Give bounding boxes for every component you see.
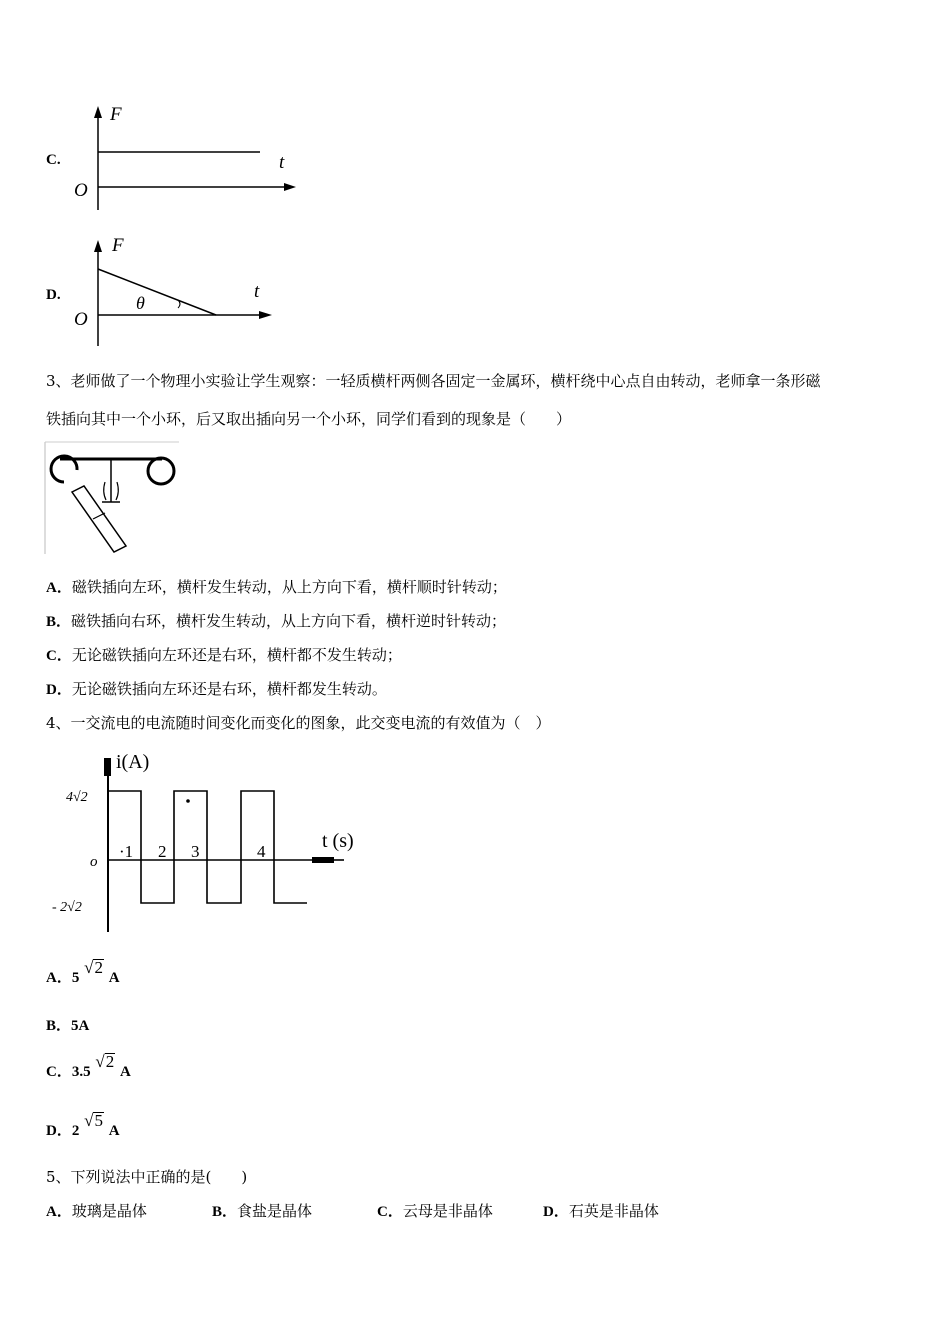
graph-c-origin-label: O bbox=[74, 180, 88, 201]
q5-option-c: C．云母是非晶体 bbox=[377, 1202, 493, 1220]
q4-current-time-graph bbox=[52, 748, 392, 938]
q4-option-c-sqrt: √2 bbox=[95, 1052, 115, 1071]
graph-d-angle-label: θ bbox=[136, 293, 145, 313]
graph-c-force-time bbox=[66, 100, 306, 218]
graph-d-y-label: F bbox=[112, 235, 124, 256]
q4-option-d-sqrt: √5 bbox=[84, 1111, 103, 1130]
q4-square-wave bbox=[108, 791, 307, 903]
q4-stem: 4、一交流电的电流随时间变化而变化的图象，此交变电流的有效值为（ ） bbox=[46, 714, 551, 732]
q5-option-a: A．玻璃是晶体 bbox=[46, 1202, 147, 1220]
q3-option-b: B．磁铁插向右环，横杆发生转动，从上方向下看，横杆逆时针转动； bbox=[46, 612, 507, 630]
q4-y-high-label: 4√2 bbox=[66, 790, 88, 805]
q4-option-a: A．5 √2 A bbox=[46, 958, 120, 986]
graph-d-y-arrow bbox=[94, 240, 102, 252]
option-c-label: C. bbox=[46, 152, 61, 168]
q3-option-a: A．磁铁插向左环，横杆发生转动，从上方向下看，横杆顺时针转动； bbox=[46, 578, 507, 596]
graph-d-force-time bbox=[66, 234, 286, 352]
graph-c-y-label: F bbox=[110, 104, 122, 125]
q4-x-tick-1: ·1 bbox=[119, 842, 134, 861]
q4-x-tick-3: 3 bbox=[191, 842, 200, 861]
q4-y-low-label: - 2√2 bbox=[52, 900, 82, 915]
q4-x-tick-4: 4 bbox=[257, 842, 266, 861]
q3-right-ring-closed bbox=[148, 458, 174, 484]
q4-y-arrow bbox=[104, 758, 111, 776]
graph-c-x-label: t bbox=[279, 152, 285, 173]
q5-option-b: B．食盐是晶体 bbox=[212, 1202, 313, 1220]
q3-option-d: D．无论磁铁插向左环还是右环，横杆都发生转动。 bbox=[46, 680, 387, 698]
graph-d-x-arrow bbox=[259, 311, 272, 319]
q5-stem: 5、下列说法中正确的是( ) bbox=[46, 1168, 248, 1186]
q4-x-arrow bbox=[312, 857, 334, 863]
q4-x-axis-label: t (s) bbox=[322, 830, 354, 852]
q4-origin-label: o bbox=[90, 854, 98, 870]
q4-x-tick-2: 2 bbox=[158, 842, 167, 861]
graph-c-y-arrow bbox=[94, 106, 102, 118]
q3-magnet-rings-figure bbox=[44, 440, 180, 556]
q5-option-d: D．石英是非晶体 bbox=[543, 1202, 659, 1220]
q3-option-c: C．无论磁铁插向左环还是右环，横杆都不发生转动； bbox=[46, 646, 402, 664]
q4-option-c: C．3.5 √2 A bbox=[46, 1052, 131, 1080]
graph-d-decreasing-line bbox=[98, 269, 216, 315]
q3-stem-line2: 铁插向其中一个小环，后又取出插向另一个小环，同学们看到的现象是（ ） bbox=[46, 410, 572, 428]
q4-option-d: D．2 √5 A bbox=[46, 1111, 120, 1139]
graph-c-x-arrow bbox=[284, 183, 296, 191]
graph-d-origin-label: O bbox=[74, 309, 88, 330]
option-d-label: D. bbox=[46, 287, 61, 303]
q4-y-axis-label: i(A) bbox=[116, 751, 150, 773]
q3-stem-line1: 3、老师做了一个物理小实验让学生观察：一轻质横杆两侧各固定一金属环，横杆绕中心点自由转动，老师拿一条形磁 bbox=[46, 372, 821, 390]
graph-d-x-label: t bbox=[254, 281, 260, 302]
q4-option-b: B．5A bbox=[46, 1018, 90, 1034]
q4-option-a-sqrt: √2 bbox=[84, 958, 103, 977]
